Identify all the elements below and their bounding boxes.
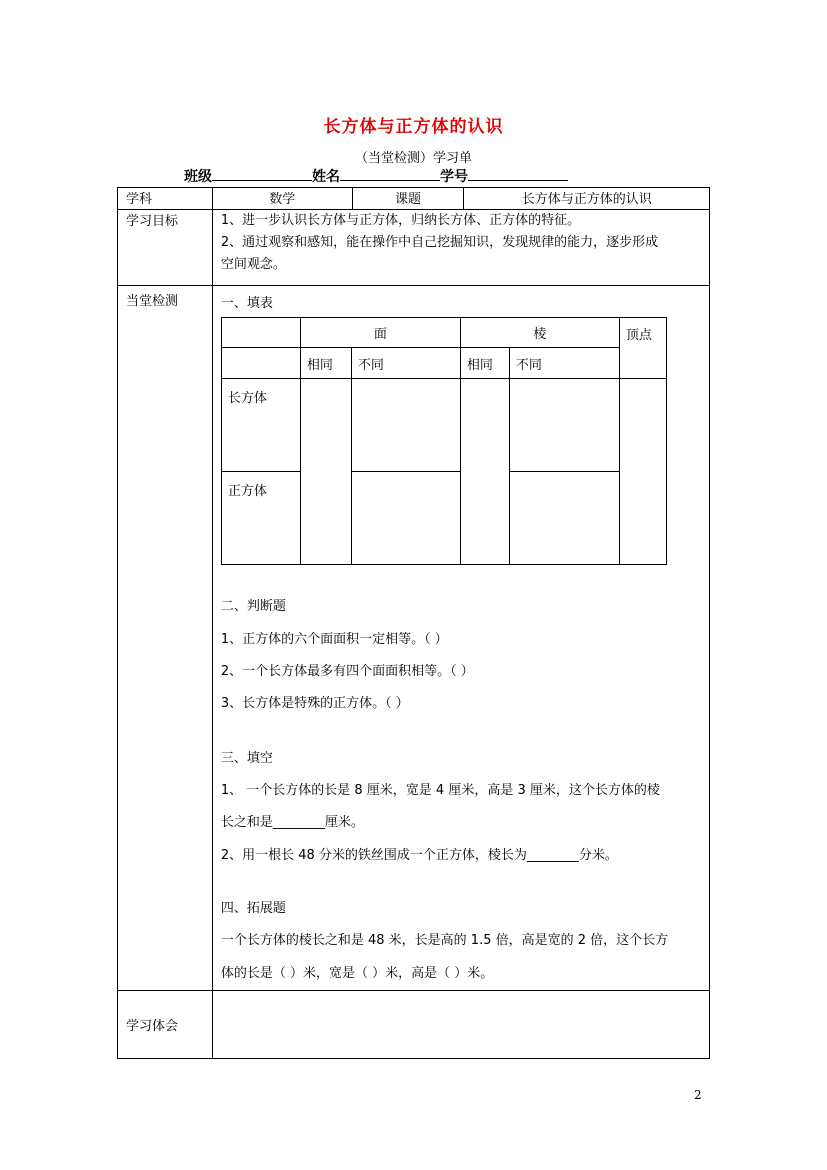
fill-table xyxy=(221,317,667,565)
goal-line: 2、通过观察和感知，能在操作中自己挖掘知识，发现规律的能力，逐步形成 xyxy=(220,235,659,250)
edge-same-header: 相同 xyxy=(460,348,509,379)
cube-row-label: 正方体 xyxy=(221,472,300,565)
extension-question-line: 一个长方体的棱长之和是 48 米，长是高的 1.5 倍，高是宽的 2 倍，这个长方 xyxy=(220,933,669,948)
fill-table-corner xyxy=(221,318,300,348)
document-subtitle: （当堂检测）学习单 xyxy=(354,151,472,166)
topic-value: 长方体与正方体的认识 xyxy=(464,188,710,210)
name-label: 姓名 xyxy=(312,169,340,185)
name-blank[interactable] xyxy=(340,166,440,181)
section-extension: 四、拓展题 xyxy=(220,901,286,916)
vertex-cell[interactable] xyxy=(619,379,666,565)
fill-table-corner-2 xyxy=(221,348,300,379)
fill-question: 2、用一根长 48 分米的铁丝围成一个正方体，棱长为________分米。 xyxy=(220,848,618,863)
reflection-row xyxy=(118,991,710,1059)
class-label: 班级 xyxy=(184,169,212,185)
header-row xyxy=(118,188,710,210)
cube-edge-different-cell[interactable] xyxy=(509,472,619,565)
judge-question: 1、正方体的六个面面积一定相等。（ ） xyxy=(220,632,448,647)
id-label: 学号 xyxy=(440,169,468,185)
face-different-header: 不同 xyxy=(351,348,460,379)
id-blank[interactable] xyxy=(468,166,568,181)
cube-face-different-cell[interactable] xyxy=(351,472,460,565)
reflection-label: 学习体会 xyxy=(118,991,213,1059)
topic-label: 课题 xyxy=(352,188,464,210)
check-label: 当堂检测 xyxy=(118,286,213,991)
judge-question: 2、一个长方体最多有四个面面积相等。（ ） xyxy=(220,664,474,679)
cuboid-edge-different-cell[interactable] xyxy=(509,379,619,472)
check-content xyxy=(212,286,709,991)
face-header: 面 xyxy=(300,318,460,348)
goal-line: 1、进一步认识长方体与正方体，归纳长方体、正方体的特征。 xyxy=(220,213,581,228)
goals-label: 学习目标 xyxy=(118,210,213,286)
face-same-header: 相同 xyxy=(300,348,351,379)
reflection-content[interactable] xyxy=(212,991,709,1059)
cuboid-row-label: 长方体 xyxy=(221,379,300,472)
subject-label: 学科 xyxy=(118,188,213,210)
cuboid-face-different-cell[interactable] xyxy=(351,379,460,472)
subject-value: 数学 xyxy=(212,188,352,210)
edge-header: 棱 xyxy=(460,318,619,348)
extension-question-line: 体的长是（ ）米，宽是（ ）米，高是（ ）米。 xyxy=(220,966,494,981)
edge-same-cell[interactable] xyxy=(460,379,509,565)
class-blank[interactable] xyxy=(212,166,312,181)
goal-line: 空间观念。 xyxy=(220,257,286,272)
page-number: 2 xyxy=(694,1088,702,1102)
judge-question: 3、长方体是特殊的正方体。（ ） xyxy=(220,696,409,711)
student-info-line xyxy=(184,166,568,186)
goals-content xyxy=(212,210,709,286)
face-same-cell[interactable] xyxy=(300,379,351,565)
section-fill-table: 一、填表 xyxy=(220,296,273,311)
section-judge: 二、判断题 xyxy=(220,599,286,614)
fill-question-line: 1、 一个长方体的长是 8 厘米，宽是 4 厘米，高是 3 厘米，这个长方体的棱 xyxy=(220,783,660,798)
vertex-header: 顶点 xyxy=(619,318,666,379)
goals-row xyxy=(118,210,710,286)
check-row xyxy=(118,286,710,991)
document-title: 长方体与正方体的认识 xyxy=(323,117,504,137)
worksheet-table xyxy=(117,187,710,1059)
edge-different-header: 不同 xyxy=(509,348,619,379)
fill-question-line: 长之和是________厘米。 xyxy=(220,815,364,830)
section-fill-blank: 三、填空 xyxy=(220,751,273,766)
